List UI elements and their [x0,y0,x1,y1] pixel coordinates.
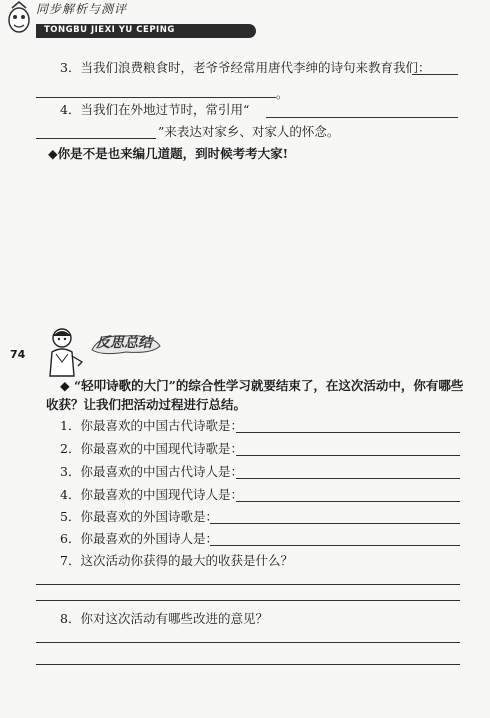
q3-answer-line-1 [412,74,458,75]
header-subtitle: TONGBU JIEXI YU CEPING [44,25,175,35]
question-3: 3．当我们浪费粮食时，老爷爷经常用唐代李绅的诗句来教育我们： [60,60,431,75]
item-2-label: 2．你最喜欢的中国现代诗歌是： [60,441,243,456]
summary-intro-line-2: 收获？让我们把活动过程进行总结。 [46,397,247,412]
summary-intro-line-1: ◆ “轻叩诗歌的大门”的综合性学习就要结束了，在这次活动中，你有哪些 [60,378,464,393]
q3-answer-line-2 [36,97,276,98]
item-4-answer-line [236,501,460,502]
item-6-answer-line [210,545,460,546]
item-6-label: 6．你最喜欢的外国诗人是： [60,531,218,546]
pencil-mascot-icon [4,0,34,36]
question-8: 8．你对这次活动有哪些改进的意见？ [60,611,268,626]
q8-answer-line-2 [36,664,460,665]
question-4-start: 4．当我们在外地过节时，常引用“ [60,102,250,117]
item-1-label: 1．你最喜欢的中国古代诗歌是： [60,418,243,433]
q4-answer-line-1 [266,117,458,118]
item-5-answer-line [210,523,460,524]
item-3-answer-line [236,478,460,479]
item-5-label: 5．你最喜欢的外国诗歌是： [60,509,218,524]
q7-answer-line-1 [36,584,460,585]
q3-period: 。 [276,86,289,101]
item-3-label: 3．你最喜欢的中国古代诗人是： [60,464,243,479]
student-figure-icon [38,326,88,378]
item-1-answer-line [236,432,460,433]
question-4-end: ”来表达对家乡、对家人的怀念。 [158,124,340,139]
item-4-label: 4．你最喜欢的中国现代诗人是： [60,487,243,502]
item-2-answer-line [236,455,460,456]
page-number: 74 [10,348,26,361]
q7-answer-line-2 [36,600,460,601]
q4-answer-line-2 [36,138,156,139]
question-7: 7．这次活动你获得的最大的收获是什么？ [60,553,293,568]
section-badge-label: 反思总结 [96,335,152,351]
make-question-prompt: ◆你是不是也来编几道题，到时候考考大家! [48,146,289,161]
header-title: 同步解析与测评 [36,2,128,16]
q8-answer-line-1 [36,642,460,643]
